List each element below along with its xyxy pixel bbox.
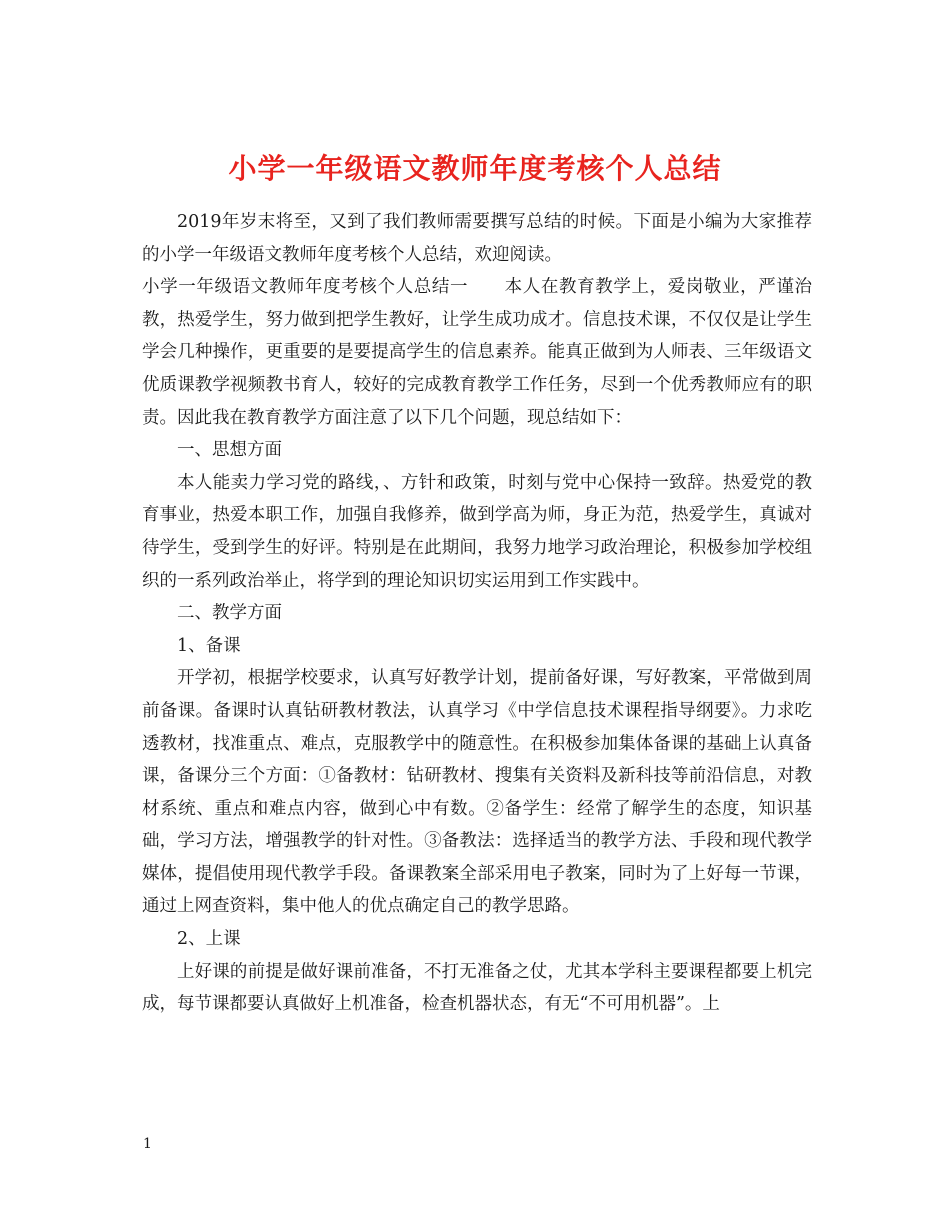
document-title: 小学一年级语文教师年度考核个人总结 <box>228 151 722 185</box>
subsection-text-prep: 开学初，根据学校要求，认真写好教学计划，提前备好课，写好教案，平常做到周前备课。备课时认真钻研教材教法，认真学习《中学信息技术课程指导纲要》。力求吃透教材，找准重点、难点，克服教学中的随意性。在积极参加集体备课的基础上认真备课，备课分三个方面：①备教材：钻研教材、搜集有关资料及新科技等前沿信息，对教材系统、重点和难点内容，做到心中有数。②备学生：经常了解学生的态度，知识基础，学习方法，增强教学的针对性。③备教法：选择适当的教学方法、手段和现代教学媒体，提倡使用现代教学手段。备课教案全部采用电子教案，同时为了上好每一节课，通过上网查资料，集中他人的优点确定自己的教学思路。 <box>142 668 812 917</box>
section-heading-thought: 一、思想方面 <box>177 440 282 461</box>
section-heading-teaching: 二、教学方面 <box>177 603 282 624</box>
section-text-thought: 本人能卖力学习党的路线，、方针和政策，时刻与党中心保持一致辞。热爱党的教育事业，热爱本职工作，加强自我修养，做到学高为师，身正为范，热爱学生，真诚对待学生，受到学生的好评。特别是在此期间，我努力地学习政治理论，积极参加学校组织的一系列政治举止，将学到的理论知识切实运用到工作实践中。 <box>142 472 812 591</box>
page-number: 1 <box>143 1136 152 1152</box>
subsection-text-class: 上好课的前提是做好课前准备，不打无准备之仗，尤其本学科主要课程都要上机完成，每节课都要认真做好上机准备，检查机器状态，有无“不可用机器”。上 <box>142 961 812 1015</box>
subheading-paragraph <box>142 271 812 434</box>
summary-main-text: 本人在教育教学上，爱岗敬业，严谨治教，热爱学生，努力做到把学生教好，让学生成功成才。信息技术课，不仅仅是让学生学会几种操作，更重要的是要提高学生的信息素养。能真正做到为人师表、三年级语文优质课教学视频教书育人，较好的完成教育教学工作任务，尽到一个优秀教师应有的职责。因此我在教育教学方面注意了以下几个问题，现总结如下： <box>142 277 813 428</box>
intro-paragraph: 2019年岁末将至，又到了我们教师需要撰写总结的时候。下面是小编为大家推荐的小学一年级语文教师年度考核个人总结，欢迎阅读。 <box>142 212 812 265</box>
summary-subheading: 小学一年级语文教师年度考核个人总结一 <box>142 277 469 298</box>
subsection-heading-class: 2、上课 <box>177 929 241 950</box>
document-body <box>142 206 812 1021</box>
subsection-heading-prep: 1、备课 <box>177 635 241 656</box>
